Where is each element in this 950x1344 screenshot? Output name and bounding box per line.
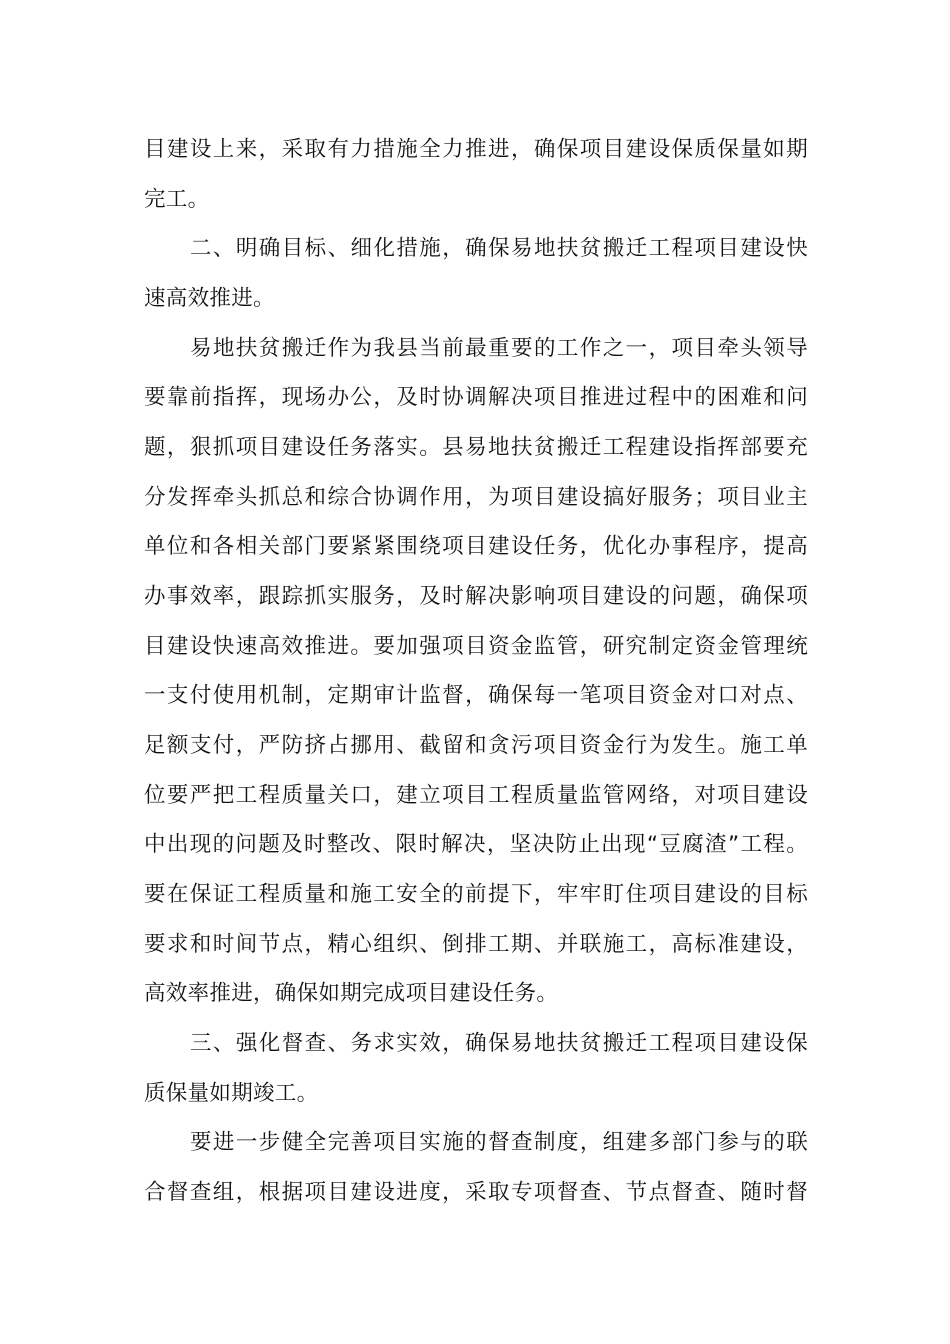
text-line: 单位和各相关部门要紧紧围绕项目建设任务，优化办事程序，提高 bbox=[144, 534, 808, 559]
section-heading-3: 三、强化督查、务求实效，确保易地扶贫搬迁工程项目建设保 bbox=[190, 1031, 808, 1056]
text-line: 题，狠抓项目建设任务落实。县易地扶贫搬迁工程建设指挥部要充 bbox=[144, 435, 808, 460]
text-line: 中出现的问题及时整改、限时解决，坚决防止出现“豆腐渣”工程。 bbox=[144, 832, 808, 857]
section-heading-2: 二、明确目标、细化措施，确保易地扶贫搬迁工程项目建设快 bbox=[190, 236, 808, 261]
text-line: 分发挥牵头抓总和综合协调作用，为项目建设搞好服务；项目业主 bbox=[144, 485, 808, 510]
paragraph-start: 要进一步健全完善项目实施的督查制度，组建多部门参与的联 bbox=[190, 1130, 808, 1155]
text-line: 目建设上来，采取有力措施全力推进，确保项目建设保质保量如期 bbox=[144, 137, 808, 162]
text-line: 足额支付，严防挤占挪用、截留和贪污项目资金行为发生。施工单 bbox=[144, 733, 808, 758]
section-heading-2-cont: 速高效推进。 bbox=[144, 286, 275, 311]
text-line: 办事效率，跟踪抓实服务，及时解决影响项目建设的问题，确保项 bbox=[144, 584, 808, 609]
paragraph-start: 易地扶贫搬迁作为我县当前最重要的工作之一，项目牵头领导 bbox=[190, 336, 808, 361]
text-line: 高效率推进，确保如期完成项目建设任务。 bbox=[144, 981, 559, 1006]
text-line: 要在保证工程质量和施工安全的前提下，牢牢盯住项目建设的目标 bbox=[144, 882, 808, 907]
section-heading-3-cont: 质保量如期竣工。 bbox=[144, 1081, 319, 1106]
text-line: 完工。 bbox=[144, 187, 210, 212]
text-line: 一支付使用机制，定期审计监督，确保每一笔项目资金对口对点、 bbox=[144, 683, 808, 708]
text-line: 要求和时间节点，精心组织、倒排工期、并联施工，高标准建设， bbox=[144, 932, 808, 957]
text-line: 合督查组，根据项目建设进度，采取专项督查、节点督查、随时督 bbox=[144, 1180, 808, 1205]
text-line: 要靠前指挥，现场办公，及时协调解决项目推进过程中的困难和问 bbox=[144, 385, 808, 410]
text-line: 位要严把工程质量关口，建立项目工程质量监管网络，对项目建设 bbox=[144, 783, 808, 808]
text-line: 目建设快速高效推进。要加强项目资金监管，研究制定资金管理统 bbox=[144, 634, 808, 659]
